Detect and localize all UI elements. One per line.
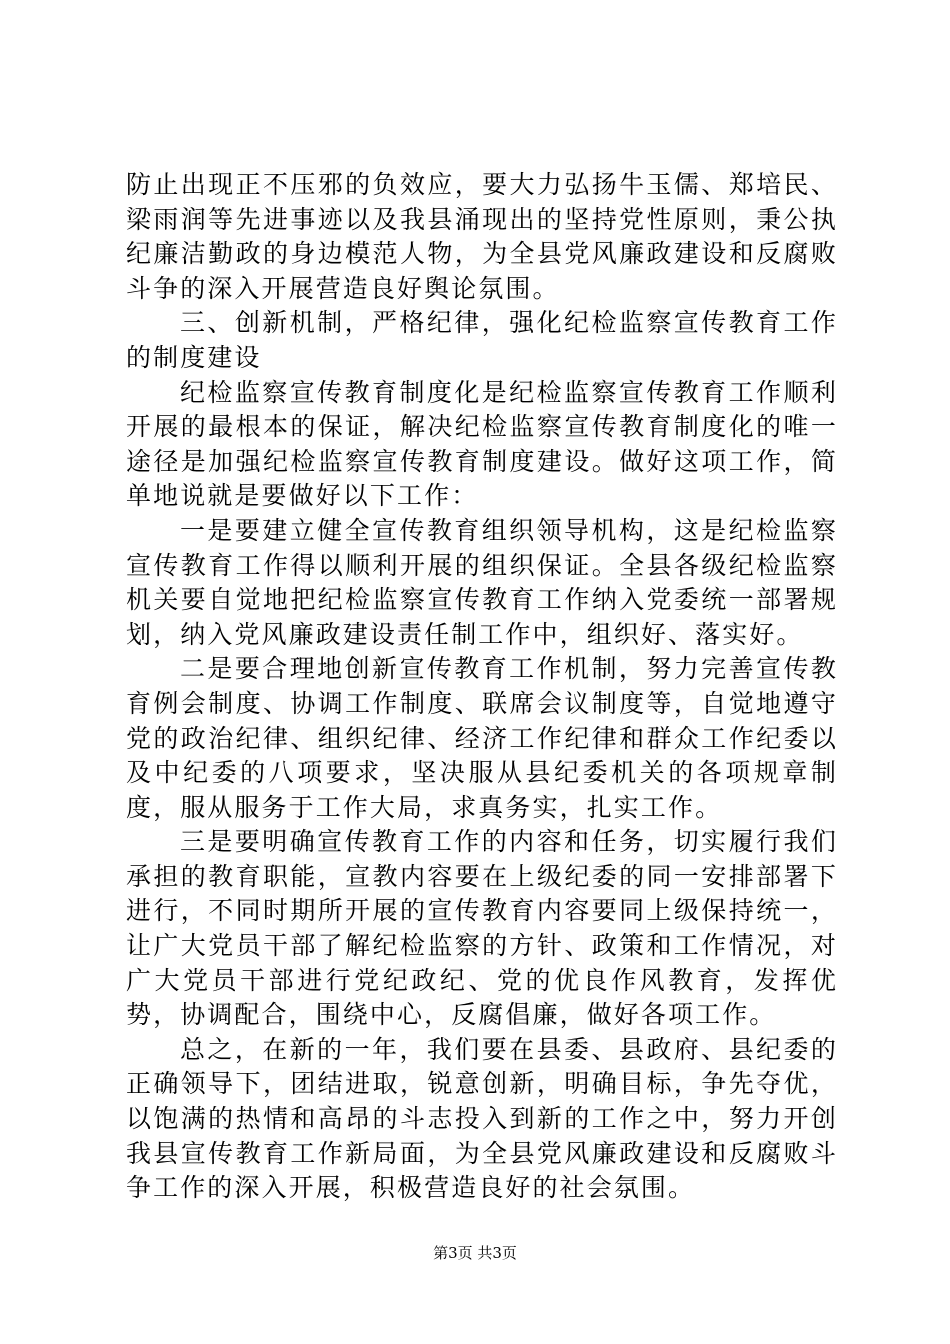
paragraph-4: 二是要合理地创新宣传教育工作机制，努力完善宣传教育例会制度、协调工作制度、联席会议制度等，自觉地遵守党的政治纪律、组织纪律、经济工作纪律和群众工作纪委以及中纪委的八项要求，坚决服从县纪委机关的各项规章制度，服从服务于工作大局，求真务实，扎实工作。 [126,654,838,822]
paragraph-2: 纪检监察宣传教育制度化是纪检监察宣传教育工作顺利开展的最根本的保证，解决纪检监察宣传教育制度化的唯一途径是加强纪检监察宣传教育制度建设。做好这项工作，简单地说就是要做好以下工作： [126,377,838,511]
document-body [126,168,838,1206]
paragraph-5: 三是要明确宣传教育工作的内容和任务，切实履行我们承担的教育职能，宣教内容要在上级纪委的同一安排部署下进行，不同时期所开展的宣传教育内容要同上级保持统一，让广大党员干部了解纪检监察的方针、政策和工作情况，对广大党员干部进行党纪政纪、党的优良作风教育，发挥优势，协调配合，围绕中心，反腐倡廉，做好各项工作。 [126,827,838,1030]
section-heading-3: 三、创新机制，严格纪律，强化纪检监察宣传教育工作的制度建设 [126,308,838,372]
paragraph-6: 总之，在新的一年，我们要在县委、县政府、县纪委的正确领导下，团结进取，锐意创新，明确目标，争先夺优，以饱满的热情和高昂的斗志投入到新的工作之中，努力开创我县宣传教育工作新局面，为全县党风廉政建设和反腐败斗争工作的深入开展，积极营造良好的社会氛围。 [126,1034,838,1203]
paragraph-3: 一是要建立健全宣传教育组织领导机构，这是纪检监察宣传教育工作得以顺利开展的组织保证。全县各级纪检监察机关要自觉地把纪检监察宣传教育工作纳入党委统一部署规划，纳入党风廉政建设责任制工作中，组织好、落实好。 [126,515,838,649]
paragraph-1: 防止出现正不压邪的负效应，要大力弘扬牛玉儒、郑培民、梁雨润等先进事迹以及我县涌现出的坚持党性原则，秉公执纪廉洁勤政的身边模范人物，为全县党风廉政建设和反腐败斗争的深入开展营造良好舆论氛围。 [126,170,838,303]
page-footer: 第3页 共3页 [433,1244,517,1262]
